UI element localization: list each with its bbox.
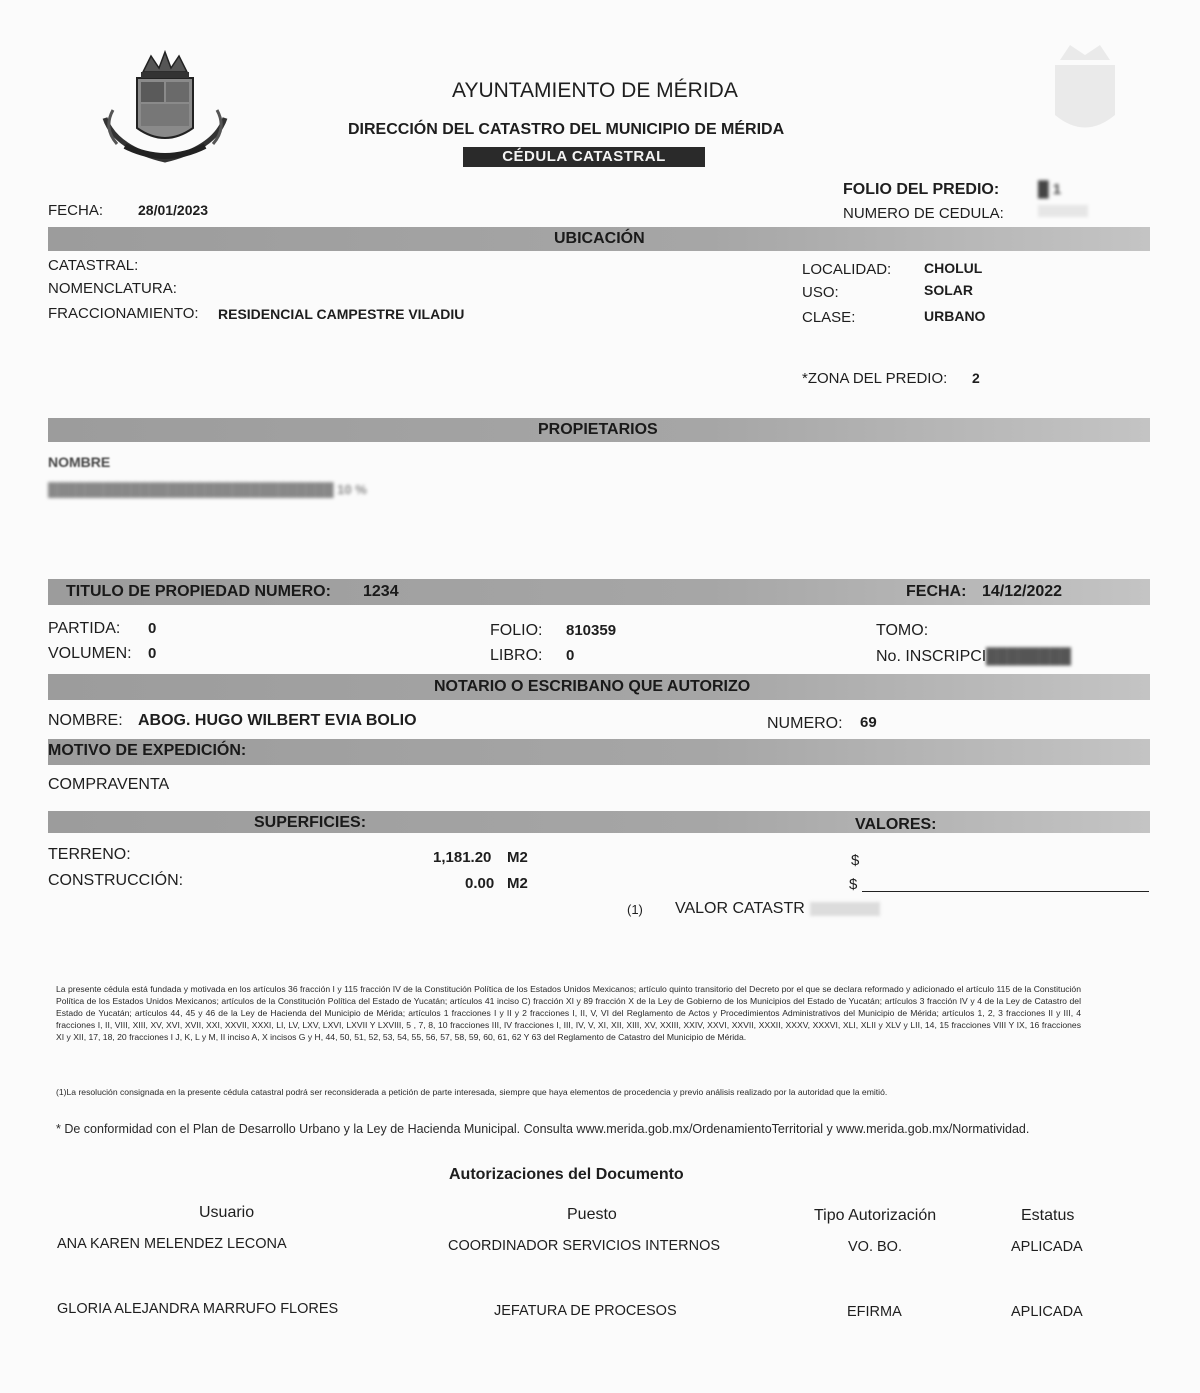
clase-value: URBANO (924, 308, 986, 324)
zona-value: 2 (972, 370, 980, 386)
titulo-section-bar (48, 579, 1150, 605)
terreno-valor-currency: $ (851, 852, 860, 869)
folio-label: FOLIO DEL PREDIO: (843, 181, 1000, 198)
merida-coat-of-arms-icon (95, 48, 235, 166)
inscripcion-value: ████████ (986, 648, 1072, 665)
legal-paragraph-1: La presente cédula está fundada y motivada en los artículos 36 fracción I y 115 fracción IV de la Constitución Política de los Estados Unidos Mexicanos; artículo quinto transitorio del Decreto por el que se declara reformado y adicionado el artículo 115 de la Constitución Política de los Estados Unidos Mexicanos; artículos de la Constitución Política del Estado de Yucatán; artículos 41 inciso C) fracción XI y 89 fracción X de la Ley de Gobierno de los Municipios del Estado de Yucatán; artículos 3 fracción IV y 4 de la Ley de Catastro del Estado de Yucatán; artículos 44, 45 y 46 de la Ley de Hacienda del Municipio de Mérida; artículos 1 fracciones I y II y 2 fracciones I, II, V, VI del Reglamento de Actos y Procedimientos Administrativos del Municipio de Mérida; artículos 1, 2, 3 fracciones II y III, 4 fracciones I, II, VIII, XIII, XV, XVI, XVII, XXI, XXVII, XXXI, LI, LV, LXV, LXVI, LXVII Y LXVIII, 5 , 7, 8, 10 fracciones III, IV fracciones I, III, IV, V, XI, XII, XIII, XV, XXIII, XXIV, XXVI, XXVII, XXXII, XXXV, XXXVI, XLI, XLII y XLV y LII, 14, 15 fracciones VIII Y IX, 16 fracciones XI y XII, 17, 18, 20 fracciones I J, K, L y M, II inciso A, X incisos G y H, 44, 50, 51, 52, 53, 54, 55, 56, 57, 58, 59, 60, 61, 62 Y 63 del Reglamento de Catastro del Municipio de Mérida. (56, 984, 1081, 1042)
legal-paragraph-2: (1)La resolución consignada en la presente cédula catastral podrá ser reconsiderada a petición de parte interesada, siempre que haya elementos de procedencia y previo análisis realizado por la autoridad que la emitió. (56, 1087, 888, 1097)
construccion-label: CONSTRUCCIÓN: (48, 872, 184, 889)
motivo-section-title: MOTIVO DE EXPEDICIÓN: (48, 742, 247, 759)
tomo-label: TOMO: (876, 622, 929, 639)
motivo-value: COMPRAVENTA (48, 776, 170, 793)
footnote-marker: (1) (627, 902, 643, 917)
titulo-numero: 1234 (363, 583, 399, 600)
cedula-value (1038, 205, 1088, 217)
partida-label: PARTIDA: (48, 620, 121, 637)
cedula-label: NUMERO DE CEDULA: (843, 205, 1004, 222)
row-1-tipo: VO. BO. (848, 1239, 902, 1255)
valor-underline (862, 891, 1149, 892)
construccion-valor-currency: $ (849, 876, 858, 893)
notario-nombre-value: ABOG. HUGO WILBERT EVIA BOLIO (138, 712, 417, 729)
folio-value: █ 1 (1038, 181, 1062, 198)
propietarios-section-title: PROPIETARIOS (538, 421, 658, 438)
row-1-estatus: APLICADA (1011, 1239, 1083, 1255)
terreno-unit: M2 (507, 849, 528, 866)
titulo-folio-label: FOLIO: (490, 622, 543, 639)
superficies-section-bar (48, 811, 1150, 833)
titulo-fecha-label: FECHA: (906, 583, 967, 600)
zona-label: *ZONA DEL PREDIO: (802, 370, 948, 387)
volumen-value: 0 (148, 645, 157, 662)
document-type-badge (463, 147, 705, 167)
fecha-value: 28/01/2023 (138, 202, 209, 218)
autorizaciones-title: Autorizaciones del Documento (449, 1166, 684, 1183)
uso-value: SOLAR (924, 282, 973, 298)
notario-section-bar (48, 674, 1150, 700)
legal-paragraph-3: * De conformidad con el Plan de Desarrollo Urbano y la Ley de Hacienda Municipal. Consulta www.merida.gob.mx/OrdenamientoTerritorial y www.merida.gob.mx/Normatividad. (56, 1122, 1030, 1136)
document-type-label: CÉDULA CATASTRAL (502, 148, 666, 165)
col-usuario: Usuario (199, 1204, 255, 1221)
owner-line: ███████████████████████████████ 10 % (48, 482, 367, 497)
uso-label: USO: (802, 284, 839, 301)
watermark-seal-icon (1030, 40, 1140, 150)
row-2-estatus: APLICADA (1011, 1304, 1083, 1320)
localidad-value: CHOLUL (924, 260, 983, 276)
catastral-label: CATASTRAL: (48, 257, 139, 274)
col-estatus: Estatus (1021, 1207, 1075, 1224)
notario-numero-label: NUMERO: (767, 715, 843, 732)
construccion-value: 0.00 (465, 875, 495, 892)
notario-numero-value: 69 (860, 714, 877, 731)
valor-catastral-label: VALOR CATASTR (675, 900, 805, 917)
page-title: AYUNTAMIENTO DE MÉRIDA (452, 79, 738, 102)
libro-value: 0 (566, 647, 575, 664)
clase-label: CLASE: (802, 309, 856, 326)
row-1-usuario: ANA KAREN MELENDEZ LECONA (57, 1236, 287, 1252)
construccion-unit: M2 (507, 875, 528, 892)
row-1-puesto: COORDINADOR SERVICIOS INTERNOS (448, 1238, 721, 1254)
partida-value: 0 (148, 620, 157, 637)
titulo-label: TITULO DE PROPIEDAD NUMERO: (66, 583, 331, 600)
volumen-label: VOLUMEN: (48, 645, 132, 662)
notario-nombre-label: NOMBRE: (48, 712, 123, 729)
fecha-label: FECHA: (48, 202, 104, 219)
titulo-fecha-value: 14/12/2022 (982, 583, 1063, 600)
valores-section-title: VALORES: (855, 816, 937, 833)
row-2-usuario: GLORIA ALEJANDRA MARRUFO FLORES (57, 1301, 339, 1317)
localidad-label: LOCALIDAD: (802, 261, 892, 278)
row-2-tipo: EFIRMA (847, 1304, 902, 1320)
col-tipo-autorizacion: Tipo Autorización (814, 1207, 937, 1224)
propietarios-section-bar (48, 418, 1150, 442)
terreno-value: 1,181.20 (433, 849, 492, 866)
libro-label: LIBRO: (490, 647, 543, 664)
nomenclatura-label: NOMENCLATURA: (48, 280, 177, 297)
motivo-section-bar (48, 739, 1150, 765)
inscripcion-label: No. INSCRIPCI (876, 648, 987, 665)
valor-catastral-redacted (810, 902, 880, 916)
propietarios-nombre-header: NOMBRE (48, 454, 111, 470)
titulo-folio-value: 810359 (566, 622, 617, 639)
fraccionamiento-label: FRACCIONAMIENTO: (48, 305, 199, 322)
row-2-puesto: JEFATURA DE PROCESOS (494, 1303, 677, 1319)
ubicacion-section-bar (48, 227, 1150, 251)
superficies-section-title: SUPERFICIES: (254, 814, 367, 831)
ubicacion-section-title: UBICACIÓN (554, 230, 645, 247)
terreno-label: TERRENO: (48, 846, 131, 863)
notario-section-title: NOTARIO O ESCRIBANO QUE AUTORIZO (434, 678, 751, 695)
fraccionamiento-value: RESIDENCIAL CAMPESTRE VILADIU (218, 306, 465, 322)
col-puesto: Puesto (567, 1206, 617, 1223)
page-subtitle: DIRECCIÓN DEL CATASTRO DEL MUNICIPIO DE MÉRIDA (348, 121, 785, 138)
